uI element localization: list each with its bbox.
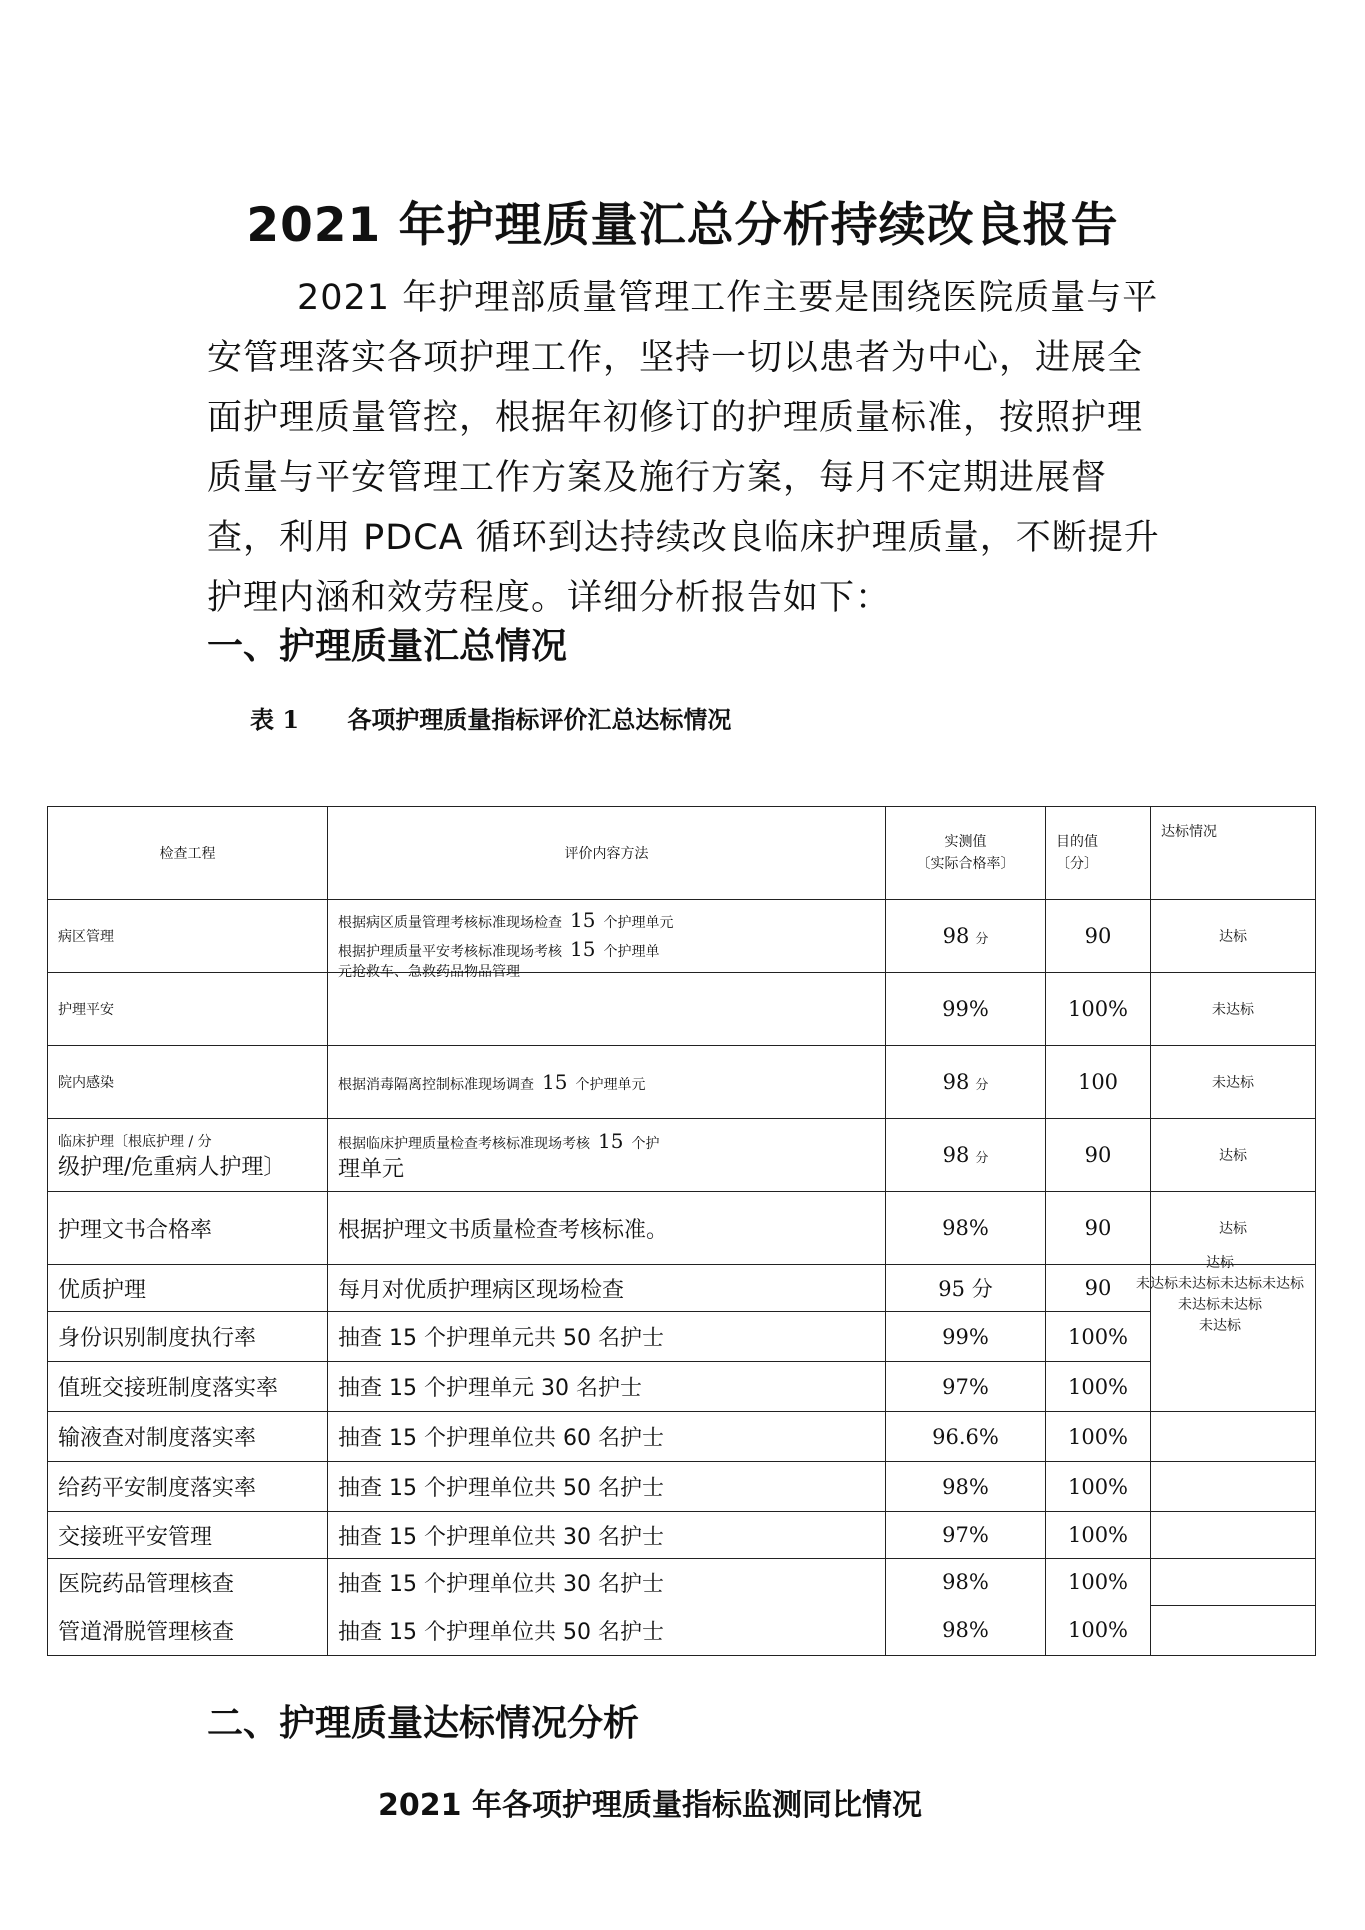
header-status: 达标情况 <box>1151 807 1316 900</box>
header-actual-line2: 〔实际合格率〕 <box>916 856 1015 872</box>
cell-method: 抽查 15 个护理单位共 50 名护士 <box>328 1606 886 1656</box>
cell-item: 护理平安 <box>48 973 328 1046</box>
status-line: 达标 <box>1206 1255 1234 1271</box>
section-heading-2: 二、护理质量达标情况分析 <box>207 1703 640 1744</box>
table-row <box>48 973 1316 1046</box>
table-row <box>48 1412 1316 1462</box>
cell-method: 每月对优质护理病区现场检查 <box>328 1265 886 1312</box>
cell-item: 值班交接班制度落实率 <box>48 1362 328 1412</box>
cell-target: 90 <box>1046 1119 1151 1192</box>
cell-target: 100% <box>1046 1512 1151 1559</box>
cell-item: 护理文书合格率 <box>48 1192 328 1265</box>
table-row <box>48 1265 1316 1312</box>
cell-actual: 96.6% <box>886 1412 1046 1462</box>
header-actual <box>886 807 1046 900</box>
actual-unit: 分 <box>975 1078 989 1093</box>
table-caption-number: 表 1 <box>250 705 300 734</box>
table-header-row <box>48 807 1316 900</box>
table-row <box>48 1046 1316 1119</box>
cell-method <box>328 1119 886 1192</box>
method-tail: 个护理单元 <box>603 915 674 931</box>
header-item: 检查工程 <box>48 807 328 900</box>
method-line: 根据临床护理质量检查考核标准现场考核 <box>338 1135 590 1152</box>
cell-target: 100% <box>1046 1312 1151 1362</box>
header-target-line1: 目的值 <box>1056 834 1098 850</box>
method-line: 元抢救车、急救药品物品管理 <box>338 964 520 980</box>
cell-target: 100% <box>1046 1362 1151 1412</box>
header-method: 评价内容方法 <box>328 807 886 900</box>
method-line: 根据消毒隔离控制标准现场调查 <box>338 1077 534 1093</box>
table-row <box>48 1362 1316 1412</box>
method-number: 15 <box>598 1128 624 1153</box>
cell-target: 90 <box>1046 1265 1151 1312</box>
actual-unit: 分 <box>975 1151 989 1166</box>
cell-actual: 98% <box>886 1559 1046 1606</box>
header-target-line2: 〔分〕 <box>1056 856 1098 872</box>
table-row <box>48 1119 1316 1192</box>
cell-target: 100% <box>1046 1412 1151 1462</box>
cell-method: 抽查 15 个护理单位共 30 名护士 <box>328 1512 886 1559</box>
method-tail: 个护理单 <box>603 944 660 960</box>
method-tail: 个护 <box>631 1135 660 1152</box>
cell-item: 病区管理 <box>48 900 328 973</box>
table-row <box>48 1192 1316 1265</box>
cell-item: 管道滑脱管理核查 <box>48 1606 328 1656</box>
actual-value: 98 <box>942 924 970 948</box>
cell-item: 给药平安制度落实率 <box>48 1462 328 1512</box>
quality-summary-table <box>47 806 1316 1656</box>
cell-actual: 97% <box>886 1362 1046 1412</box>
status-line: 未达标未达标未达标未达标 <box>1136 1276 1304 1292</box>
cell-method: 抽查 15 个护理单元共 50 名护士 <box>328 1312 886 1362</box>
method-number: 15 <box>542 1070 568 1094</box>
status-line: 未达标未达标 <box>1178 1297 1262 1313</box>
cell-actual: 98% <box>886 1462 1046 1512</box>
table-caption <box>250 700 731 735</box>
cell-target: 90 <box>1046 1192 1151 1265</box>
cell-actual: 98% <box>886 1606 1046 1656</box>
cell-item: 输液查对制度落实率 <box>48 1412 328 1462</box>
intro-paragraph: 2021 年护理部质量管理工作主要是围绕医院质量与平安管理落实各项护理工作，坚持一切以患者为中心，进展全 面护理质量管控，根据年初修订的护理质量标准，按照护理 质量与平安管理工作方案及施行方案，每月不定期进展督查，利用 PDCA 循环到达持续改良临床护理质量，不断提升护理内涵和效劳程度。详细分析报告如下： <box>207 278 1160 618</box>
cell-status <box>1151 1606 1316 1656</box>
status-overflow-text <box>1136 1253 1304 1337</box>
table-caption-text: 各项护理质量指标评价汇总达标情况 <box>347 705 732 734</box>
cell-target: 100 <box>1046 1046 1151 1119</box>
status-line: 未达标 <box>1199 1318 1241 1334</box>
cell-actual: 95 分 <box>886 1265 1046 1312</box>
table-row <box>48 1559 1316 1606</box>
table-row <box>48 1606 1316 1656</box>
cell-method <box>328 1046 886 1119</box>
actual-value: 98 <box>942 1143 970 1167</box>
actual-value: 98 <box>942 1070 970 1094</box>
cell-target: 100% <box>1046 973 1151 1046</box>
header-actual-line1: 实测值 <box>944 834 987 850</box>
cell-status <box>1151 1412 1316 1462</box>
cell-status <box>1151 1362 1316 1412</box>
cell-method: 抽查 15 个护理单位共 60 名护士 <box>328 1412 886 1462</box>
table-row <box>48 1462 1316 1512</box>
cell-target: 100% <box>1046 1559 1151 1606</box>
method-number: 15 <box>570 908 596 932</box>
cell-status <box>1151 1462 1316 1512</box>
table-row <box>48 900 1316 973</box>
cell-actual <box>886 1046 1046 1119</box>
cell-method <box>328 973 886 1046</box>
cell-target: 100% <box>1046 1462 1151 1512</box>
cell-method: 抽查 15 个护理单元 30 名护士 <box>328 1362 886 1412</box>
document-title: 2021 年护理质量汇总分析持续改良报告 <box>246 198 1119 253</box>
method-number: 15 <box>570 937 596 961</box>
method-tail: 个护理单元 <box>575 1077 646 1093</box>
cell-item: 身份识别制度执行率 <box>48 1312 328 1362</box>
item-line-2: 级护理/危重病人护理〕 <box>58 1155 286 1180</box>
cell-item: 交接班平安管理 <box>48 1512 328 1559</box>
cell-actual <box>886 900 1046 973</box>
cell-target: 90 <box>1046 900 1151 973</box>
method-line-2: 理单元 <box>338 1156 405 1182</box>
header-target <box>1046 807 1151 900</box>
method-line: 根据病区质量管理考核标准现场检查 <box>338 915 562 931</box>
cell-actual: 99% <box>886 1312 1046 1362</box>
cell-actual: 98% <box>886 1192 1046 1265</box>
section-heading-1: 一、护理质量汇总情况 <box>207 626 568 667</box>
item-line-1: 临床护理〔根底护理 / 分 <box>58 1134 212 1150</box>
cell-status: 未达标 <box>1151 1046 1316 1119</box>
cell-status <box>1151 1559 1316 1606</box>
cell-status: 达标 <box>1151 1119 1316 1192</box>
table-row <box>48 1312 1316 1362</box>
cell-target: 100% <box>1046 1606 1151 1656</box>
cell-status: 达标 <box>1151 900 1316 973</box>
cell-item: 医院药品管理核查 <box>48 1559 328 1606</box>
section-2-subheading: 2021 年各项护理质量指标监测同比情况 <box>378 1788 922 1823</box>
cell-method <box>328 900 886 980</box>
cell-actual: 99% <box>886 973 1046 1046</box>
cell-item: 优质护理 <box>48 1265 328 1312</box>
cell-actual: 97% <box>886 1512 1046 1559</box>
actual-unit: 分 <box>975 932 989 947</box>
cell-method: 根据护理文书质量检查考核标准。 <box>328 1192 886 1265</box>
cell-item: 院内感染 <box>48 1046 328 1119</box>
cell-method: 抽查 15 个护理单位共 30 名护士 <box>328 1559 886 1606</box>
cell-status: 达标 <box>1151 1192 1316 1265</box>
cell-item <box>48 1119 328 1192</box>
method-line: 根据护理质量平安考核标准现场考核 <box>338 944 562 960</box>
cell-status: 未达标 <box>1151 973 1316 1046</box>
table-row <box>48 1512 1316 1559</box>
cell-status <box>1151 1512 1316 1559</box>
cell-method: 抽查 15 个护理单位共 50 名护士 <box>328 1462 886 1512</box>
cell-actual <box>886 1119 1046 1192</box>
